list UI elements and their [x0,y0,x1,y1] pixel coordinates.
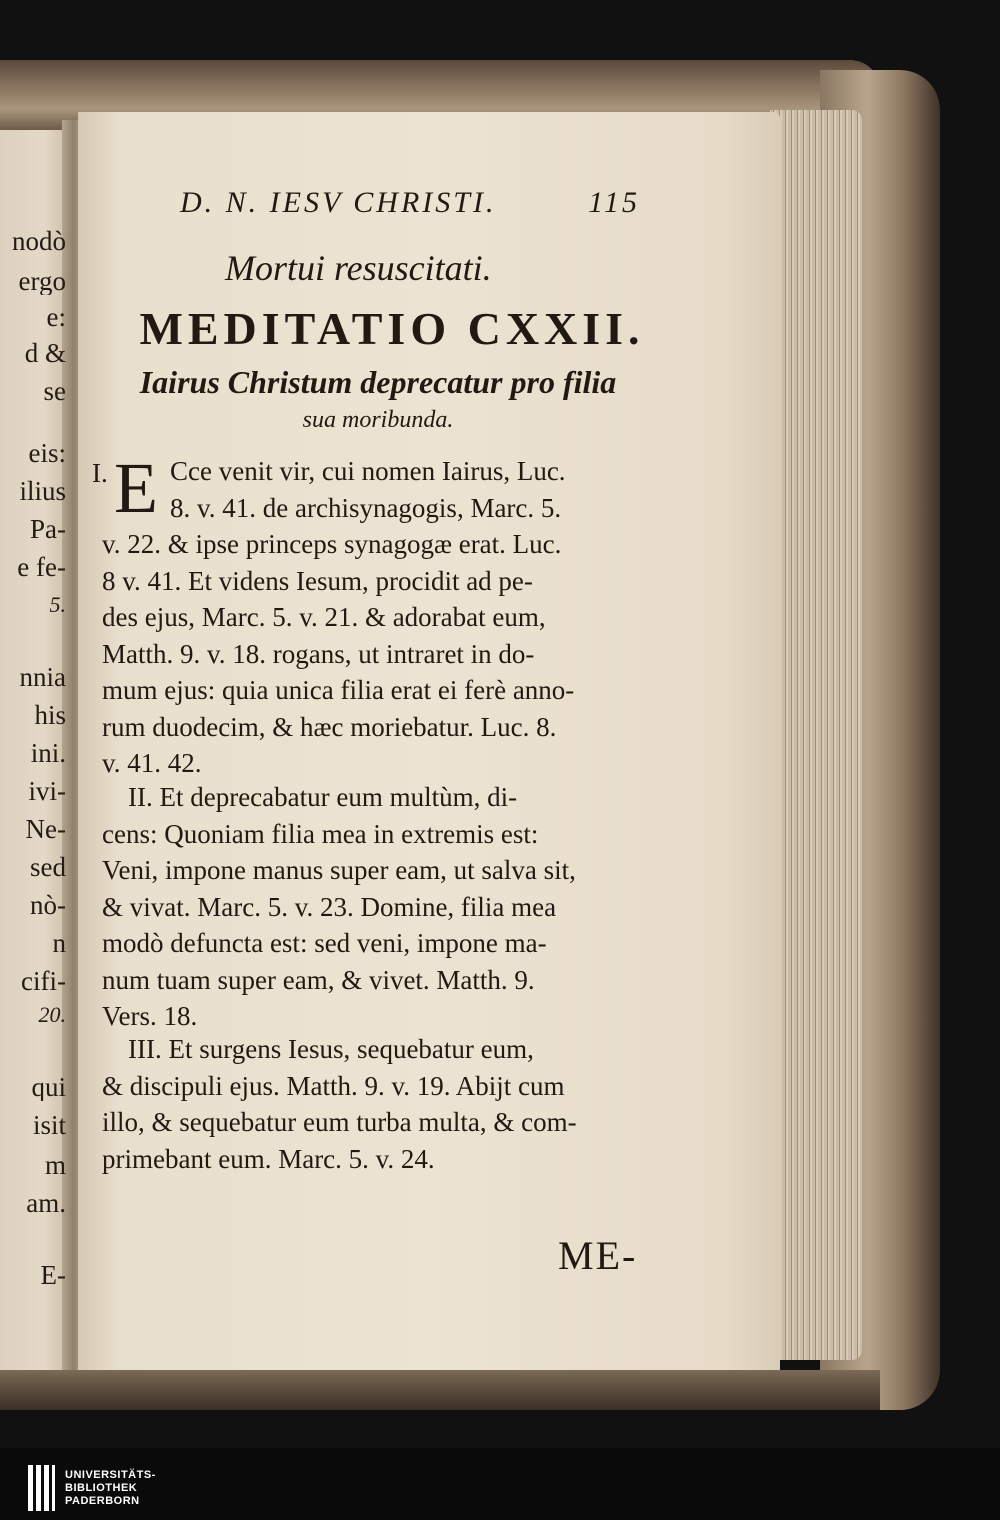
left-page-fragment: isit [32,1112,66,1139]
page-title: MEDITATIO CXXII. [139,303,645,354]
body-line: primebant eum. Marc. 5. v. 24. [102,1143,435,1174]
catchword: ME- [558,1233,638,1278]
left-page-fragment: e fe- [17,554,66,581]
left-page-fragment: se [43,378,66,405]
logo-line-3: PADERBORN [65,1494,140,1507]
body-line: modò defuncta est: sed veni, impone ma- [102,928,547,958]
summary-line-2: sua moribunda. [302,407,454,433]
left-page-fragment: 5. [49,594,66,616]
body-line: & vivat. Marc. 5. v. 23. Domine, filia mea [102,891,557,922]
left-page-fragment: ini. [30,740,66,767]
body-line: cens: Quoniam filia mea in extremis est: [102,818,539,849]
body-line: II. Et deprecabatur eum multùm, di- [128,782,518,812]
running-head-title: D. N. IESV CHRISTI. [180,186,497,219]
left-page-fragment: Ne- [25,816,66,843]
body-line: illo, & sequebatur eum turba multa, & com- [102,1107,577,1137]
body-line: 8. v. 41. de archisynagogis, Marc. 5. [170,492,562,523]
page-number: 115 [588,186,640,219]
book-bottom-edge [0,1370,880,1410]
body-line: rum duodecim, & hæc moriebatur. Luc. 8. [102,711,557,742]
summary-line-1: Iairus Christum deprecatur pro filia [139,364,617,400]
body-line: Cce venit vir, cui nomen Iairus, Luc. [170,456,566,486]
left-page-fragment: cifi- [21,968,66,995]
left-page-fragment: qui [31,1074,66,1101]
logo-line-2: BIBLIOTHEK [65,1481,138,1494]
drop-cap: E [114,448,158,528]
left-page-fragment: ilius [19,478,66,505]
running-head [180,188,640,218]
body-line: v. 22. & ipse princeps synagogæ erat. Luc. [102,529,562,559]
body-line: mum ejus: quia unica filia erat ei ferè anno- [102,675,575,705]
left-page-fragment: Pa- [30,516,66,543]
left-page-fragment: nodò [12,228,66,255]
left-page-fragment: sed [30,854,66,881]
body-line: Matth. 9. v. 18. rogans, ut intraret in do- [102,638,535,669]
section-subtitle: Mortui resuscitati. [225,248,492,288]
left-page-fragment: 20. [38,1004,66,1026]
body-line: & discipuli ejus. Matth. 9. v. 19. Abijt cum [102,1070,565,1101]
left-page-fragment: am. [26,1190,66,1217]
left-page-fragment: ergo [18,268,66,295]
body-line: Veni, impone manus super eam, ut salva sit, [102,855,576,885]
left-page-fragment: e: [46,304,66,331]
body-line: Vers. 18. [102,1001,198,1031]
paragraph-number-1: I. [92,458,108,488]
left-page-fragment: nò- [30,892,66,919]
body-line: num tuam super eam, & vivet. Matth. 9. [102,964,535,995]
body-line: III. Et surgens Iesus, sequebatur eum, [128,1034,534,1064]
body-line: v. 41. 42. [102,748,202,778]
body-line: des ejus, Marc. 5. v. 21. & adorabat eum, [102,602,546,632]
left-page-fragment: his [34,702,66,729]
library-logo [28,1462,156,1514]
left-page-fragment: eis: [28,440,66,467]
logo-line-1: UNIVERSITÄTS- [65,1468,156,1481]
left-page-fragment: d & [24,340,66,367]
library-logo-icon [28,1465,55,1511]
left-page-fragment: nnia [19,664,66,691]
left-page-fragment: ivi- [28,778,66,805]
page-edges [770,110,862,1360]
left-page-fragment: n [52,930,66,957]
left-page-fragment: E- [40,1262,66,1289]
body-line: 8 v. 41. Et videns Iesum, procidit ad pe- [102,565,533,596]
left-page-fragment: m [44,1152,66,1179]
